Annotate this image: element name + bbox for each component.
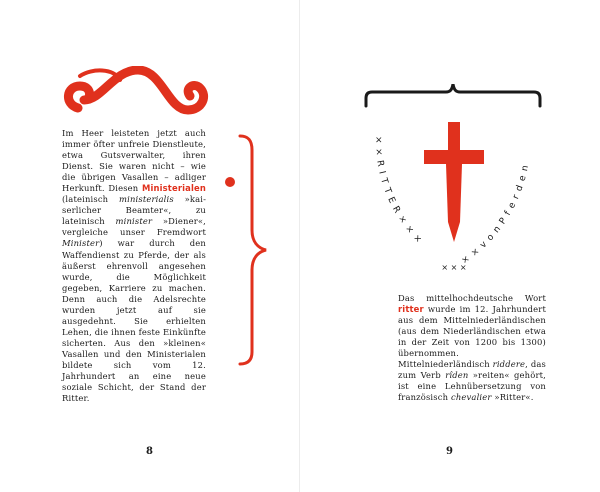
top-bracket-icon [366, 84, 540, 106]
red-swash-ornament [62, 66, 212, 118]
latin-term: minister [115, 216, 153, 227]
highlight-ritter: ritter [398, 304, 424, 315]
text-run: »Ritter«. [491, 392, 534, 403]
text-run: , das zum Verb [398, 359, 546, 381]
sword-icon [424, 122, 484, 242]
page-number-left: 8 [146, 446, 153, 457]
text-run: wurde im 12. Jahrhundert aus dem Mittelniederländischen (aus dem Niederländischen etwa in der Zeit von 1200 bis 1300) übernommen. Mittelniederländisch [398, 304, 546, 370]
foreign-term: riddere [492, 359, 526, 370]
foreign-term: rîden [445, 370, 469, 381]
text-run: »kaiserlicher Beamter«, zu lateinisch [62, 194, 206, 227]
knight-shield-emblem [358, 84, 548, 280]
latin-term: Minister [62, 238, 100, 249]
text-run: »reiten« gehört, ist eine Lehnübersetzung von französisch [398, 370, 546, 403]
highlight-ministerialen: Ministerialen [141, 183, 206, 194]
latin-term: ministerialis [119, 194, 174, 205]
svg-text:× × R I T T E R × × × [373, 136, 424, 246]
text-run: »Diener«, vergleiche unser Fremdwort [62, 216, 206, 238]
right-page [300, 0, 600, 492]
emblem-right-text: × × v o n P f e r d e n [459, 163, 532, 267]
left-body-text [62, 128, 206, 404]
text-run: (lateinisch [62, 194, 120, 205]
text-run: Das mittelhochdeutsche Wort [398, 293, 546, 303]
text-run: ) war durch den Waffendienst zu Pferde, der als äußerst ehrenvoll angesehen wurde, die Möglichkeit gegeben, Karriere zu machen. Denn auch die Adelsrechte wurden jetzt auf sie ausgedehnt. Sie erhielten Lehen, die ihnen feste Einkünfte sicherten. Aus den »kleinen« Vasallen und den Ministerialen bildete sich vom 12. Jahrhundert an eine neue soziale Schicht, der Stand der Ritter. [62, 238, 206, 404]
emblem-left-text: × × R I T T E R × × × [372, 135, 425, 246]
page-number-right: 9 [446, 446, 453, 457]
text-run: Im Heer leisteten jetzt auch immer öfter unfreie Dienstleute, etwa Gutsverwalter, ihren Dienst. Sie waren nicht – wie die übrigen Vasallen – adliger Herkunft. Diesen [62, 128, 206, 194]
right-body-text [398, 293, 546, 403]
red-brace-ornament [222, 130, 282, 370]
foreign-term: chevalier [450, 392, 492, 403]
emblem-bottom-marks: × × × [441, 263, 467, 272]
svg-text:× × v o n P f e r d e n [460, 164, 531, 267]
